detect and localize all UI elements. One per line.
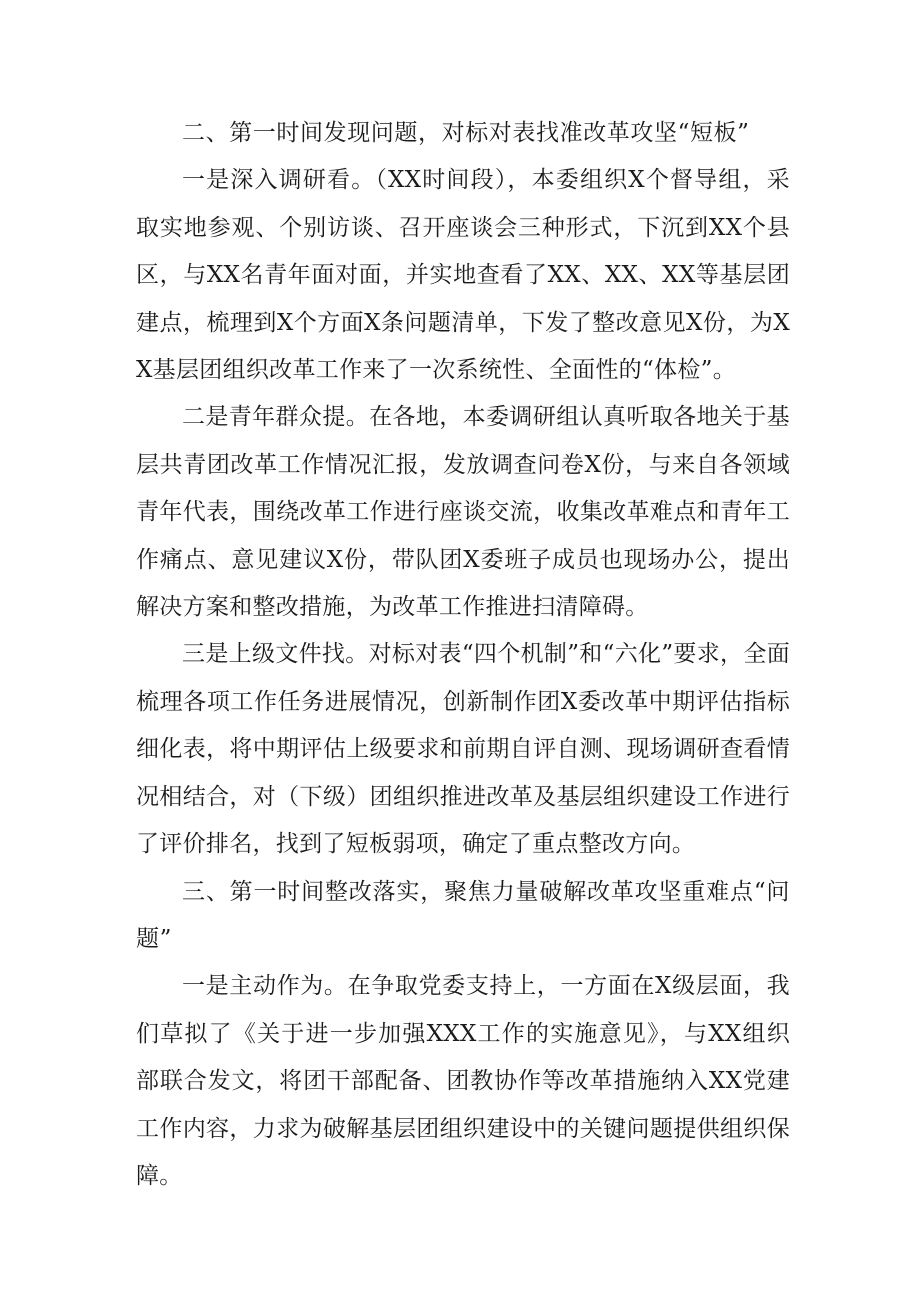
document-body [136, 110, 790, 1200]
paragraph-research: 一是深入调研看。（XX时间段），本委组织X个督导组，采取实地参观、个别访谈、召开座谈会三种形式，下沉到XX个县区，与XX名青年面对面，并实地查看了XX、XX、XX等基层团建点，梳理到X个方面X条问题清单，下发了整改意见X份，为XX基层团组织改革工作来了一次系统性、全面性的“体检”。 [136, 167, 790, 384]
section-heading-3: 三、第一时间整改落实，聚焦力量破解改革攻坚重难点“问题” [136, 878, 790, 952]
section-heading-2: 二、第一时间发现问题，对标对表找准改革攻坚“短板” [182, 120, 750, 146]
paragraph-proactive-action: 一是主动作为。在争取党委支持上，一方面在X级层面，我们草拟了《关于进一步加强XXX工作的实施意见》，与XX组织部联合发文，将团干部配备、团教协作等改革措施纳入XX党建工作内容，力求为破解基层团组织建设中的关键问题提供组织保障。 [136, 973, 790, 1189]
paragraph-superior-documents: 三是上级文件找。对标对表“四个机制”和“六化”要求，全面梳理各项工作任务进展情况，创新制作团X委改革中期评估指标细化表，将中期评估上级要求和前期自评自测、现场调研查看情况相结合，对（下级）团组织推进改革及基层组织建设工作进行了评价排名，找到了短板弱项，确定了重点整改方向。 [136, 641, 790, 858]
paragraph-youth-feedback: 二是青年群众提。在各地，本委调研组认真听取各地关于基层共青团改革工作情况汇报，发放调查问卷X份，与来自各领域青年代表，围绕改革工作进行座谈交流，收集改革难点和青年工作痛点、意见建议X份，带队团X委班子成员也现场办公，提出解决方案和整改措施，为改革工作推进扫清障碍。 [136, 404, 790, 621]
